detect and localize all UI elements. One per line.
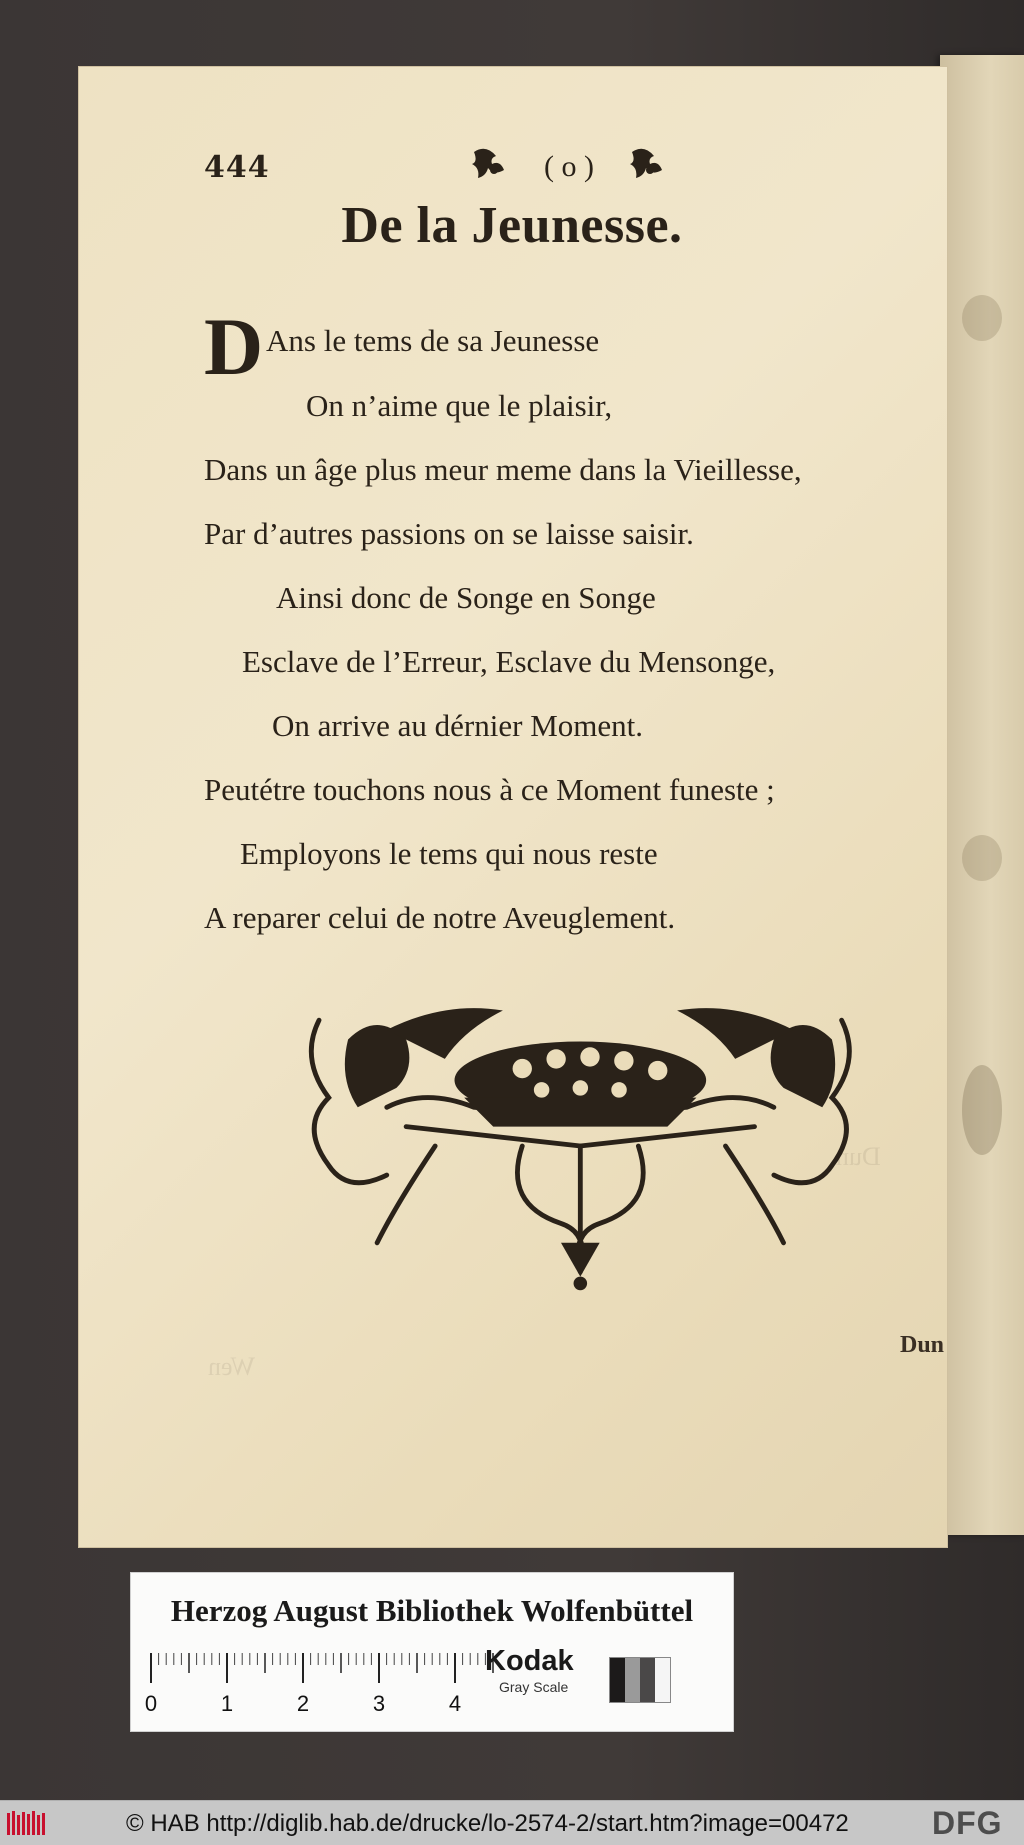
page-number: 444: [204, 150, 270, 185]
drop-cap: D: [204, 301, 264, 392]
poem-line: A reparer celui de notre Aveuglement.: [204, 900, 676, 935]
ruler-number: 4: [448, 1691, 462, 1716]
library-name: Herzog August Bibliothek Wolfenbüttel: [170, 1593, 694, 1628]
ruler-number: 2: [296, 1691, 310, 1716]
floral-vignette-icon: [290, 996, 890, 1296]
poem-line: Dans un âge plus meur meme dans la Vieillesse,: [204, 452, 802, 487]
poem-line: On arrive au dérnier Moment.: [272, 708, 644, 743]
poem-line: Ainsi donc de Songe en Songe: [276, 580, 656, 615]
ruler-number: 1: [220, 1691, 234, 1716]
footer-source-link[interactable]: © HAB http://diglib.hab.de/drucke/lo-2574-2/start.htm?image=00472: [126, 1810, 849, 1837]
poem-line: On n’aime que le plaisir,: [306, 388, 613, 423]
kodak-brand: Kodak: [485, 1645, 574, 1677]
header-ornament-icon: [464, 140, 674, 194]
showthrough-text: Wen: [208, 1352, 255, 1381]
catchword: Dun: [900, 1332, 945, 1358]
showthrough-text: Dun: [836, 1142, 881, 1171]
gray-scale-swatches: [609, 1657, 671, 1703]
ruler-number: 3: [372, 1691, 386, 1716]
ruler-number: 0: [144, 1691, 158, 1716]
poem-line: Employons le tems qui nous reste: [240, 836, 658, 871]
page-title: De la Jeunesse.: [341, 197, 683, 254]
dfg-logo: DFG: [932, 1805, 1003, 1841]
gray-scale-caption: Gray Scale: [499, 1679, 569, 1695]
poem-line: Esclave de l’Erreur, Esclave du Mensonge,: [242, 644, 776, 679]
poem-line: Ans le tems de sa Jeunesse: [266, 323, 600, 358]
header-ornament-text: ( o ): [544, 150, 594, 183]
hab-logo-icon: [6, 1809, 48, 1837]
adjacent-page-edge: [940, 55, 1024, 1535]
poem-line: Par d’autres passions on se laisse saisir.: [204, 516, 694, 551]
footer-bar: [0, 1800, 1024, 1845]
poem-line: Peutétre touchons nous à ce Moment funeste ;: [204, 772, 775, 807]
color-calibration-label: [130, 1572, 734, 1732]
